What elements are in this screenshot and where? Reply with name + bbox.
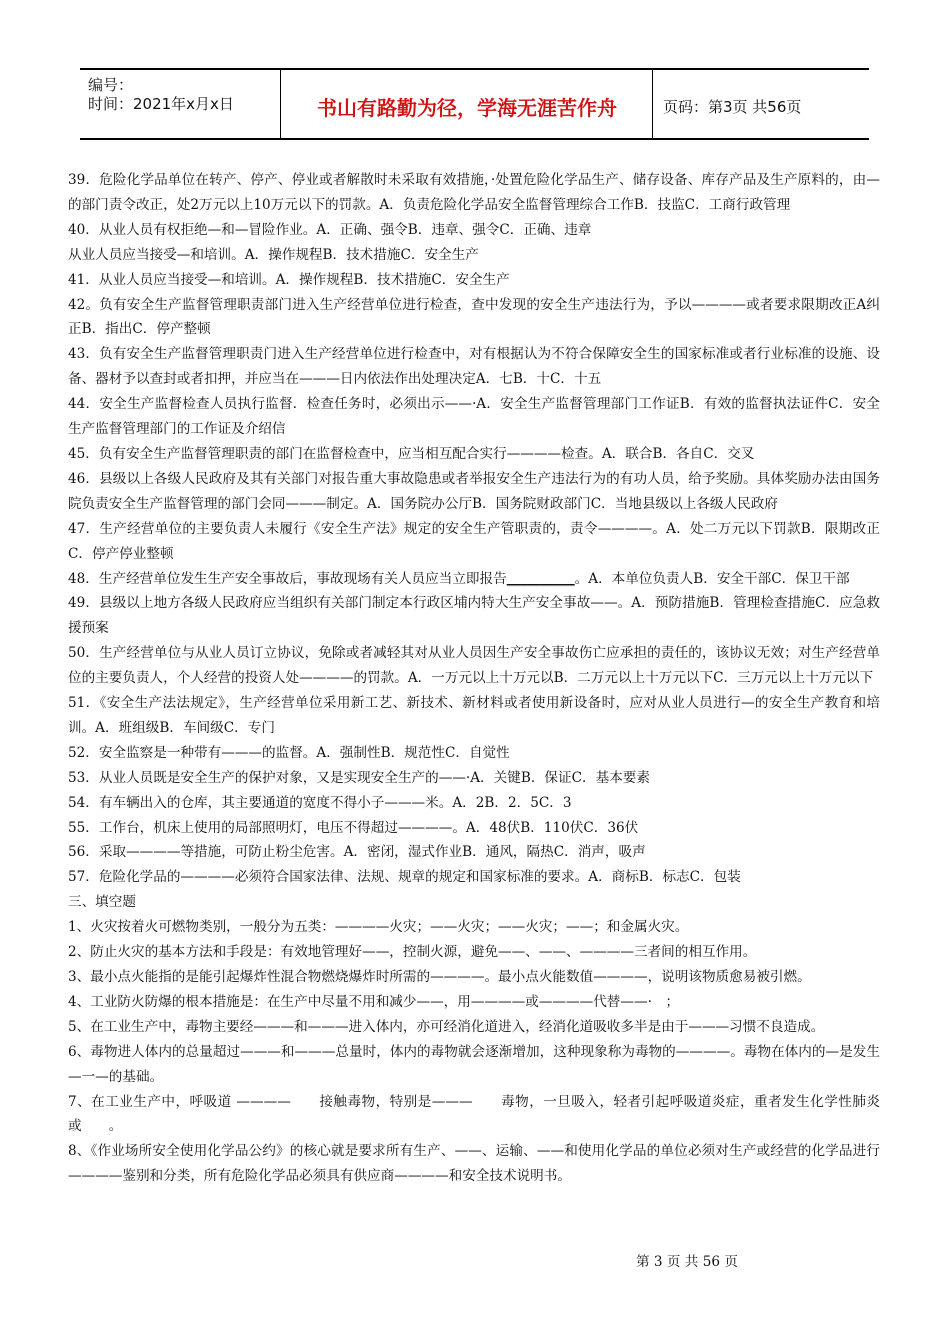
question-48-options: 。A．本单位负责人B．安全干部C．保卫干部 [574,570,850,587]
header-motto-cell [282,70,653,138]
question-40-continuation: 从业人员应当接受—和培训。A．操作规程B．技术措施C．安全生产 [68,246,479,263]
answer-blank: __________ [506,570,575,587]
question-57: 57．危险化学品的————必须符合国家法律、法规、规章的规定和国家标准的要求。A．商标B．标志C．包装 [68,869,741,886]
section-heading: 三、填空题 [68,894,136,911]
question-52: 52．安全监察是一种带有———的监督。A．强制性B．规范性C．自觉性 [68,744,510,761]
fill-in-8: 8、《作业场所安全使用化学品公约》的核心就是要求所有生产、——、运输、——和使用化学品的单位必须对生产或经营的化学品进行————鉴别和分类，所有危险化学品必须具有供应商————和安全技术说明书。 [68,1143,880,1185]
fill-in-3: 3、最小点火能指的是能引起爆炸性混合物燃烧爆炸时所需的————。最小点火能数值————，说明该物质愈易被引燃。 [68,969,811,985]
question-41: 41．从业人员应当接受—和培训。A．操作规程B．技术措施C．安全生产 [68,271,510,288]
number-label: 编号： [88,76,134,94]
question-43: 43．负有安全生产监督管理职责门进入生产经营单位进行检查中，对有根据认为不符合保障安全生的国家标准或者行业标准的设施、设备、器材予以查封或者扣押，并应当在———日内依法作出处理决定A．七B．十C．十五 [68,346,880,388]
page-footer: 第 3 页 共 56 页 [636,1254,738,1270]
question-53: 53．从业人员既是安全生产的保护对象，又是实现安全生产的——·A．关键B．保证C．基本要素 [68,769,650,786]
question-46: 46．县级以上各级人民政府及其有关部门对报告重大事故隐患或者举报安全生产违法行为的有功人员，给予奖励。具体奖励办法由国务院负责安全生产监督管理的部门会同———制定。A．国务院办公厅B．国务院财政部门C．当地县级以上各级人民政府 [68,470,880,512]
fill-in-4: 4、工业防火防爆的根本措施是：在生产中尽量不用和减少——，用————或————代替——· ； [68,993,680,1010]
question-48-text: 48．生产经营单位发生生产安全事故后，事故现场有关人员应当立即报告 [68,570,507,587]
question-39: 39．危险化学品单位在转产、停产、停业或者解散时未采取有效措施，·处置危险化学品生产、储存设备、库存产品及生产原料的，由—的部门责令改正，处2万元以上10万元以下的罚款。A．负责危险化学品安全监督管理综合工作B．技监C．工商行政管理 [68,172,880,213]
document-body [68,168,880,1189]
header-page-cell [654,70,869,138]
question-56: 56．采取————等措施，可防止粉尘危害。A．密闭，湿式作业B．通风，隔热C．消声，吸声 [68,844,646,861]
question-48 [68,567,880,592]
question-54: 54．有车辆出入的仓库，其主要通道的宽度不得小子———米。A．2B．2．5C．3 [68,794,572,811]
fill-in-6: 6、毒物进人体内的总量超过———和———总量时，体内的毒物就会逐渐增加，这种现象称为毒物的————。毒物在体内的—是发生—一—的基础。 [68,1043,880,1085]
page-header [80,68,869,140]
fill-in-2: 2、防止火灾的基本方法和手段是：有效地管理好——，控制火源，避免——、——、————三者间的相互作用。 [68,944,757,961]
motto: 书山有路勤为径，学海无涯苦作舟 [317,96,617,120]
fill-in-7: 7、在工业生产中，呼吸道 ———— 接触毒物，特别是——— 毒物，一旦吸入，轻者引起呼吸道炎症，重者发生化学性肺炎或 。 [68,1093,880,1135]
page-info: 页码：第3页 共56页 [663,98,802,116]
fill-in-5: 5、在工业生产中，毒物主要经———和———进入体内，亦可经消化道进入，经消化道吸收多半是由于———习惯不良造成。 [68,1018,825,1035]
date-label: 时间：2021年x月x日 [88,95,234,113]
question-49: 49．县级以上地方各级人民政府应当组织有关部门制定本行政区埔内特大生产安全事故——。A．预防措施B．管理检查措施C．应急救援预案 [68,595,880,637]
question-50: 50．生产经营单位与从业人员订立协议，免除或者减轻其对从业人员因生产安全事故伤亡应承担的责任的，该协议无效；对生产经营单位的主要负责人，个人经营的投资人处————的罚款。A．一万元以上十万元以B．二万元以上十万元以下C．三万元以上十万元以下 [68,645,880,687]
question-55: 55．工作台，机床上使用的局部照明灯，电压不得超过————。A．48伏B．110伏C．36伏 [68,819,639,836]
question-45: 45．负有安全生产监督管理职责的部门在监督检查中，应当相互配合实行————检查。A．联合B．各自C．交叉 [68,445,755,462]
question-51: 51．《安全生产法法规定》，生产经营单位采用新工艺、新技术、新材料或者使用新设备时，应对从业人员进行—的安全生产教育和培训。A．班组级B．车间级C．专门 [68,695,880,736]
question-47: 47．生产经营单位的主要负责人未履行《安全生产法》规定的安全生产管职责的，责令————。A．处二万元以下罚款B．限期改正C．停产停业整顿 [68,520,880,562]
fill-in-1: 1、火灾按着火可燃物类别，一般分为五类：————火灾；——火灾；——火灾；——；和金属火灾。 [68,919,689,936]
question-44: 44．安全生产监督检查人员执行监督．检查任务时，必须出示——·A．安全生产监督管理部门工作证B．有效的监督执法证件C．安全生产监督管理部门的工作证及介绍信 [68,396,880,438]
question-42: 42。负有安全生产监督管理职责部门进入生产经营单位进行检查，查中发现的安全生产违法行为，予以————或者要求限期改正A纠正B．指出C．停产整顿 [68,296,880,338]
question-40: 40．从业人员有权拒绝—和—冒险作业。A．正确、强令B．违章、强令C．正确、违章 [68,221,592,238]
header-meta-cell [80,70,281,138]
